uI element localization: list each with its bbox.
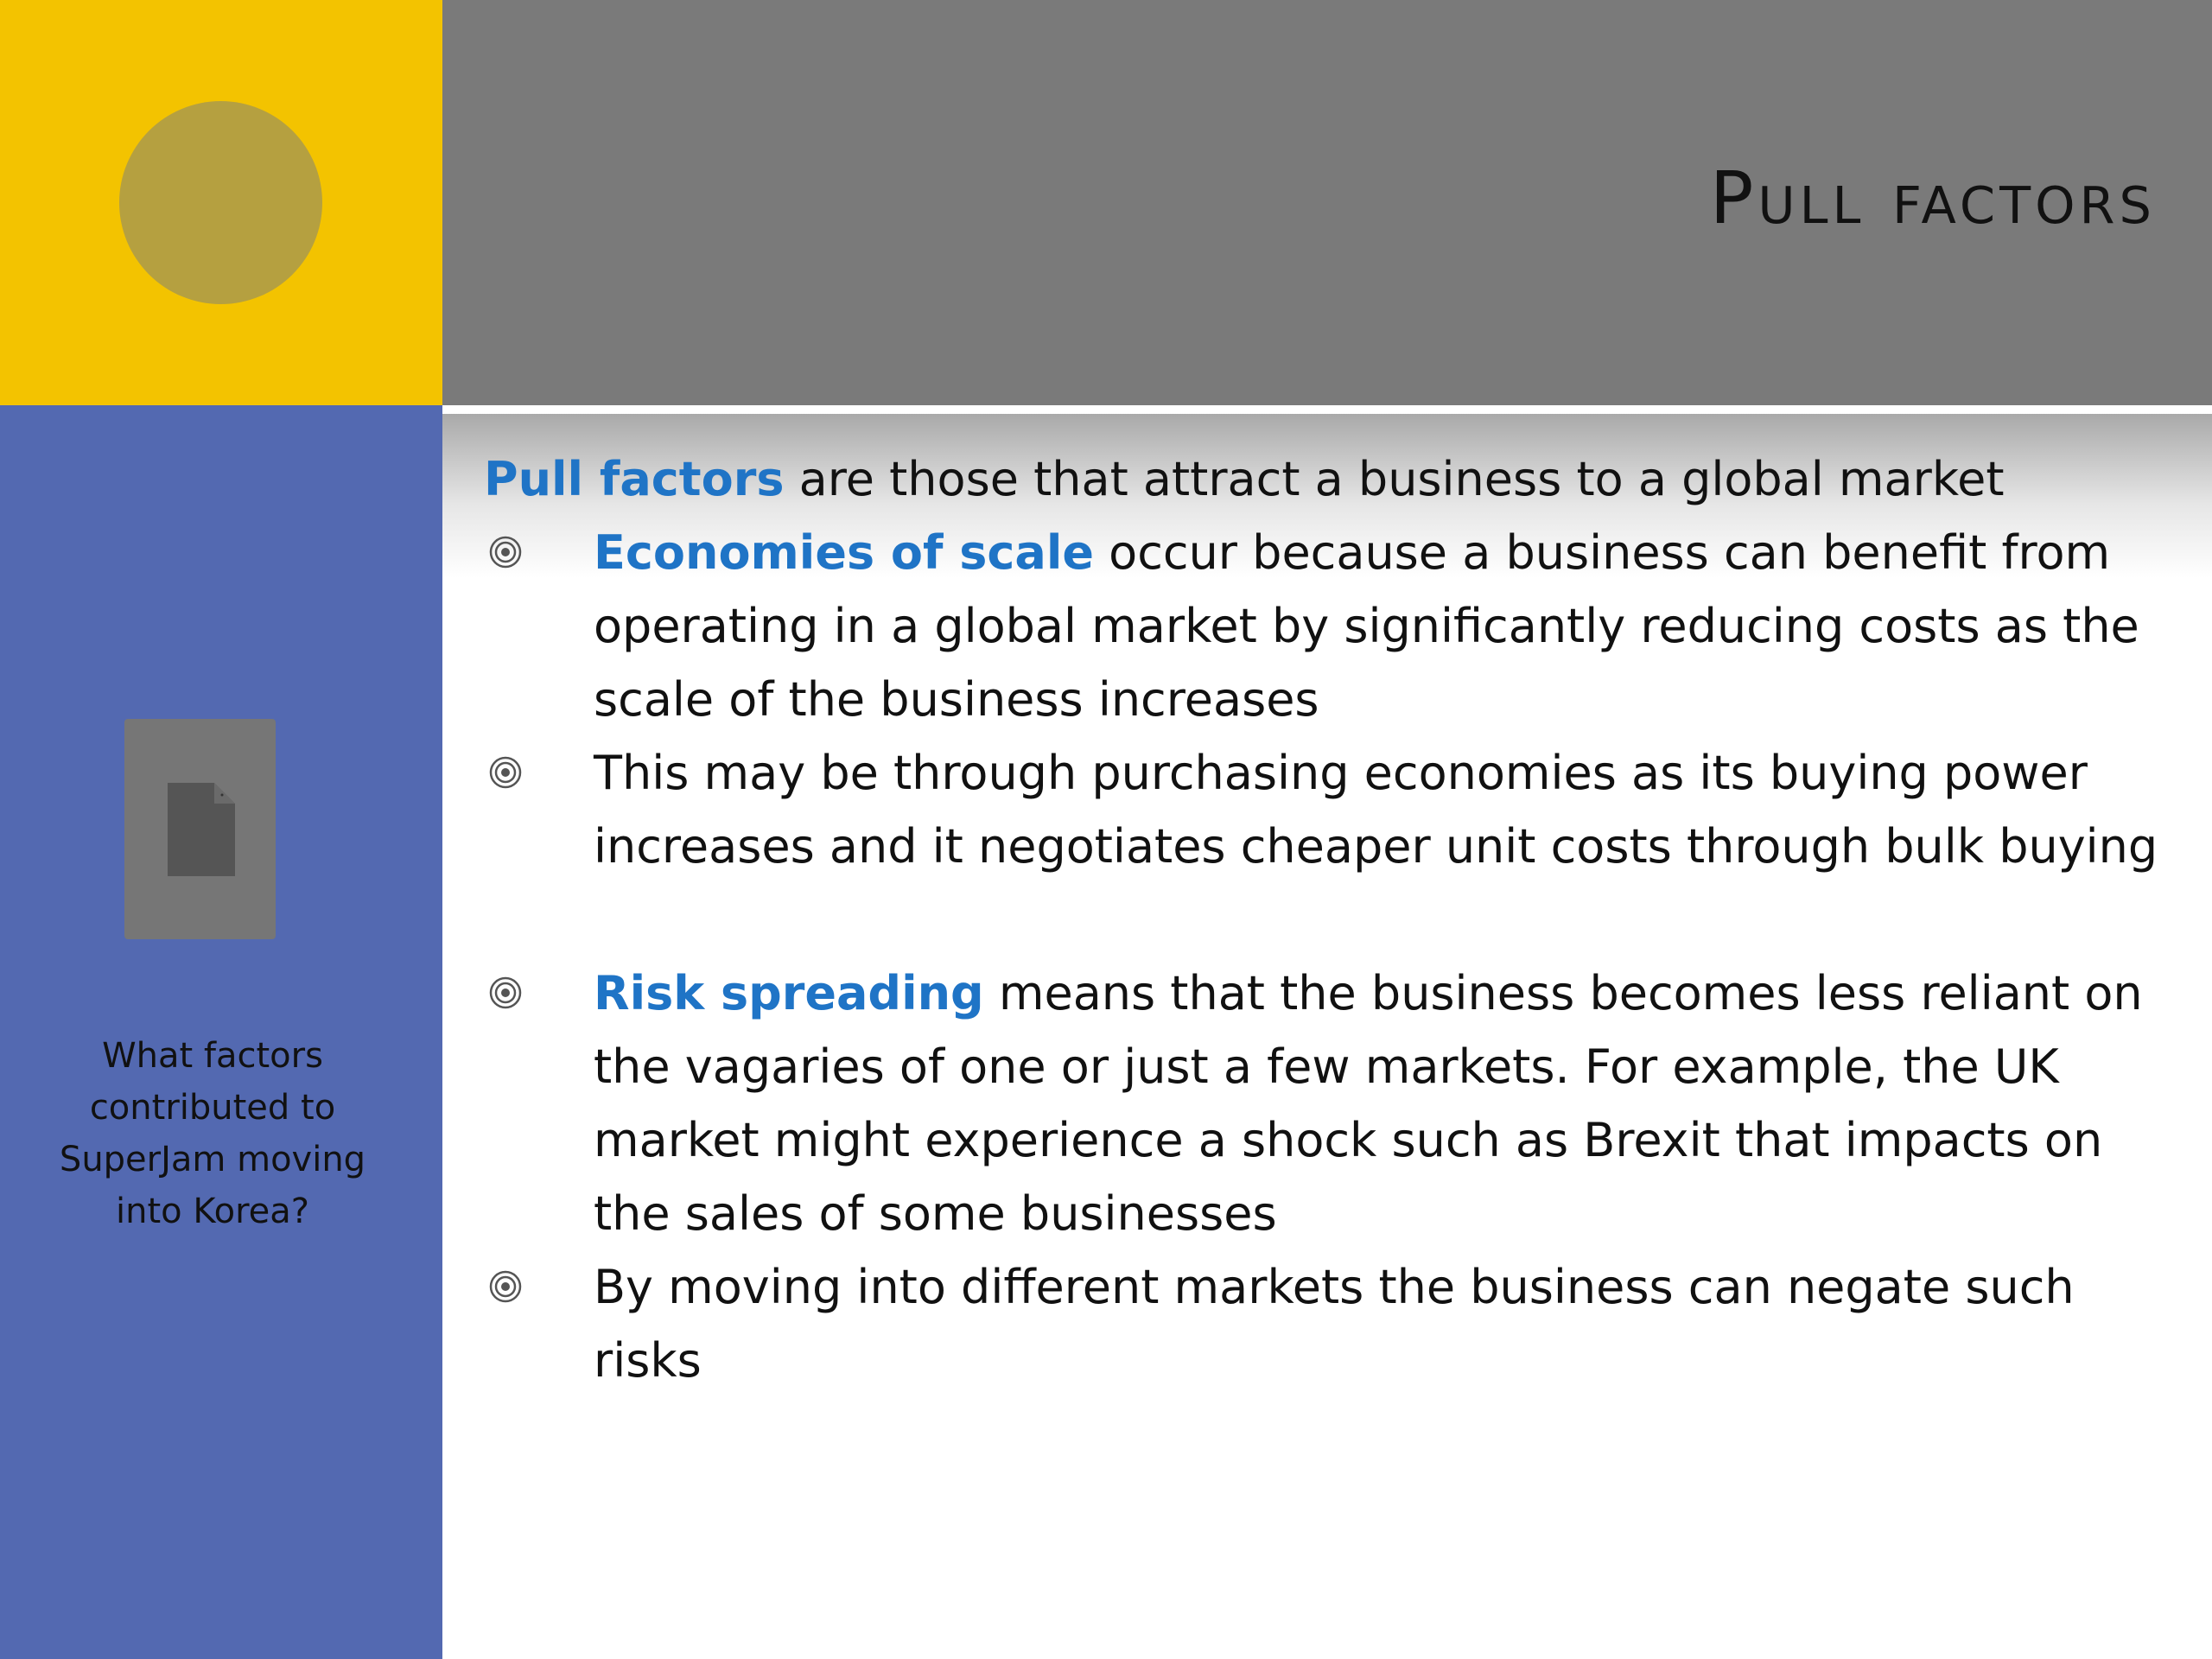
bullet-item	[484, 736, 2190, 883]
bullet-text: means that the business becomes less reliant on the vagaries of one or just a few markets. For example, the UK market might experience a shock such as Brexit that impacts on the sales of some businesses	[594, 966, 2143, 1241]
target-bullet-icon	[488, 1269, 523, 1304]
intro-highlight: Pull factors	[484, 452, 785, 506]
sidebar-question: What factors contributed to SuperJam moving into Korea?	[59, 1036, 366, 1231]
intro-line	[484, 442, 2190, 516]
bullet-text: By moving into different markets the business can negate such risks	[594, 1260, 2075, 1388]
bullet-highlight: Risk spreading	[594, 966, 984, 1020]
bullet-item	[484, 1250, 2190, 1397]
accent-block	[0, 0, 442, 405]
file-icon	[168, 783, 235, 876]
target-bullet-icon	[488, 535, 523, 569]
target-bullet-icon	[488, 976, 523, 1010]
decorative-circle	[119, 101, 322, 304]
spacer	[484, 883, 2190, 957]
title-bar	[442, 0, 2212, 405]
bullet-highlight: Economies of scale	[594, 525, 1094, 580]
divider	[442, 405, 2212, 414]
bullet-text: This may be through purchasing economies as its buying power increases and it negotiates cheaper unit costs through bulk buying	[594, 746, 2158, 874]
intro-text: are those that attract a business to a global market	[784, 452, 2005, 506]
slide-content	[484, 442, 2190, 1397]
slide-title: Pull factors	[1709, 156, 2156, 240]
media-placeholder[interactable]	[124, 719, 276, 939]
bullet-text: occur because a business can benefit from operating in a global market by significantly reducing costs as the scale of the business increases	[594, 525, 2139, 727]
target-bullet-icon	[488, 755, 523, 790]
bullet-item	[484, 516, 2190, 736]
bullet-item	[484, 957, 2190, 1250]
